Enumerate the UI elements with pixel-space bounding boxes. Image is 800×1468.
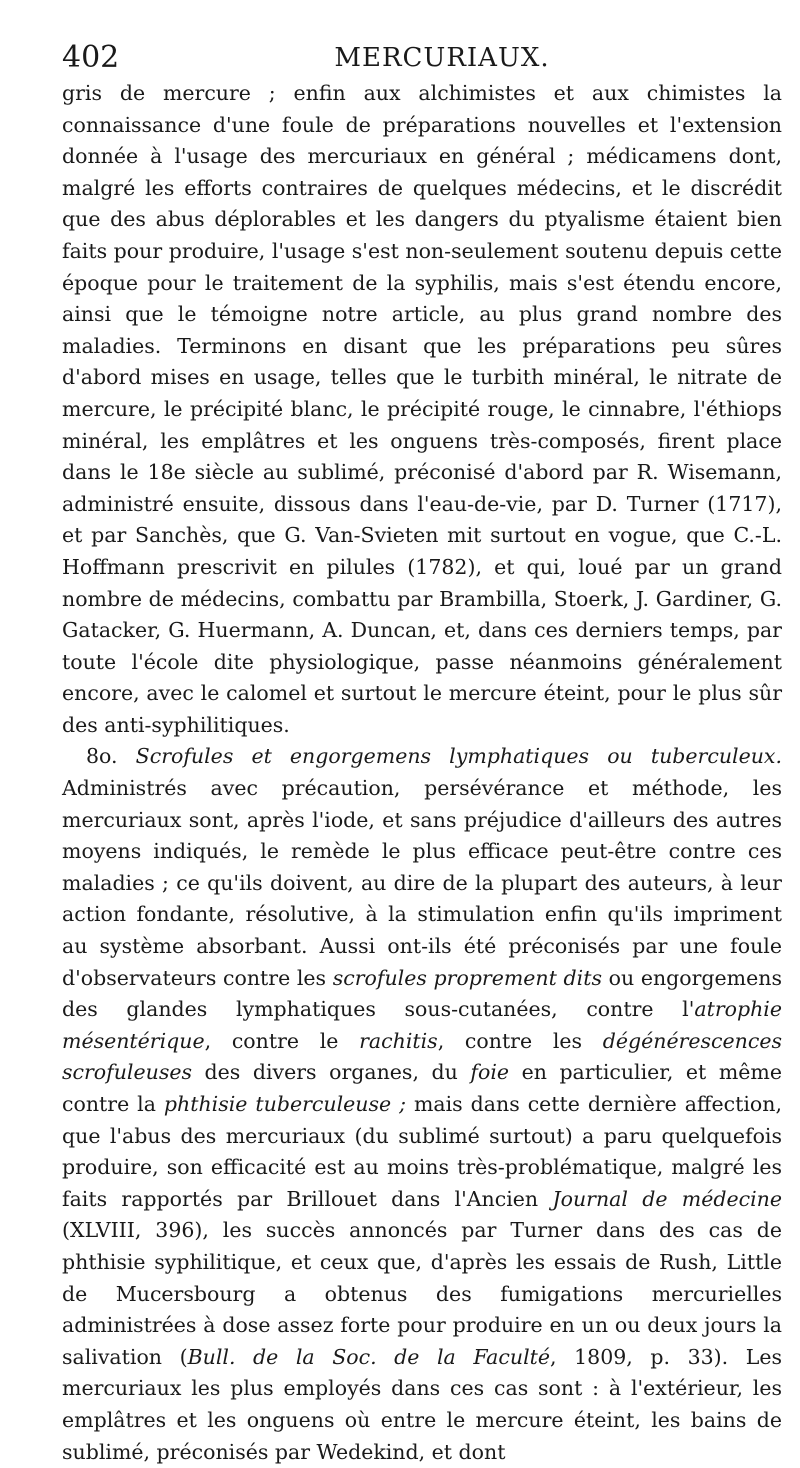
section-heading: Scrofules et engorgemens lymphatiques ou tuberculeux. — [135, 744, 782, 769]
paragraph-scrofules — [62, 741, 782, 1468]
paragraph-text: (XLVIII, 396), les succès annoncés par Turner dans des cas de phthisie syphilitique, et ceux que, d'après les essais de Rush, Little de Mucersbourg a obtenus des fumigations mercurielles administrées à dose assez forte pour produire en un ou deux jours la salivation ( — [62, 1218, 782, 1369]
running-title: MERCURIAUX. — [334, 43, 550, 73]
paragraph-text: , 1809, p. 33). Les mercuriaux les plus employés dans ces cas sont : à l'extérieur, les emplâtres et les onguens où entre le mercure éteint, les bains de sublimé, préconisés par Wedekind, et dont — [62, 1344, 783, 1464]
page-header — [62, 38, 782, 78]
paragraph-text: en particulier, et même contre la — [62, 1060, 782, 1116]
paragraph-text: Administrés avec précaution, persévérance et méthode, les mercuriaux sont, après l'iode, et sans préjudice d'ailleurs des autres moyens indiqués, le remède le plus efficace peut-être contre ces maladies ; ce qu'ils doivent, au dire de la plupart des auteurs, à leur action fondante, résolutive, à la stimulation enfin qu'ils impriment au système absorbant. Aussi ont-ils été préconisés par une foule d'observateurs contre les — [62, 776, 782, 990]
paragraph-text: gris de mercure ; enfin aux alchimistes et aux chimistes la connaissance d'une foule de préparations nouvelles et l'extension donnée à l'usage des mercuriaux en général ; médicamens dont, malgré les efforts contraires de quelques médecins, et le discrédit que des abus déplorables et les dangers du ptyalisme étaient bien faits pour produire, l'usage s'est non-seulement soutenu depuis cette époque pour le traitement de la syphilis, mais s'est étendu encore, ainsi que le témoigne notre article, au plus grand nombre des maladies. Terminons en disant que les préparations peu sûres d'abord mises en usage, telles que le turbith minéral, le nitrate de mercure, le précipité blanc, le précipité rouge, le cinnabre, l'éthiops minéral, les emplâtres et les onguens très-composés, firent place dans le 18e siècle au sublimé, préconisé d'abord par R. Wisemann, administré ensuite, dissous dans l'eau-de-vie, par D. Turner (1717), et par Sanchès, que G. Van-Svieten mit surtout en vogue, que C.-L. Hoffmann prescrivit en pilules (1782), et qui, loué par un grand nombre de médecins, combattu par Brambilla, Stoerk, J. Gardiner, G. Gatacker, G. Huermann, A. Duncan, et, dans ces derniers temps, par toute l'école dite physiologique, passe néanmoins généralement encore, avec le calomel et surtout le mercure éteint, pour le plus sûr des anti-syphilitiques. — [62, 81, 782, 737]
journal-title: Journal de médecine — [552, 1186, 782, 1211]
bulletin-title: Bull. de la Soc. de la Faculté — [187, 1344, 551, 1369]
paragraph-text: , contre le — [204, 1028, 339, 1053]
italic-term: dégénérescences scrofuleuses — [62, 1028, 782, 1085]
paragraph-history — [62, 78, 782, 741]
italic-term: foie — [470, 1060, 510, 1085]
italic-term: rachitis — [359, 1028, 438, 1053]
paragraph-text: , contre les — [437, 1028, 583, 1053]
paragraph-text: ou engorgemens des glandes lymphatiques sous-cutanées, contre l' — [62, 965, 782, 1022]
paragraph-text: des divers organes, du — [204, 1060, 458, 1085]
italic-term: phthisie tuberculeuse ; — [163, 1092, 406, 1116]
page-number: 402 — [62, 40, 120, 75]
section-number: 8o. — [86, 744, 118, 769]
italic-term: scrofules proprement dits — [332, 965, 602, 990]
paragraph-text: mais dans cette dernière affection, que l'abus des mercuriaux (du sublimé surtout) a paru quelquefois produire, son efficacité est au moins très-problématique, malgré les faits rapportés par Brillouet dans l'Ancien — [62, 1092, 782, 1211]
italic-term: atrophie mésentérique — [62, 997, 782, 1053]
